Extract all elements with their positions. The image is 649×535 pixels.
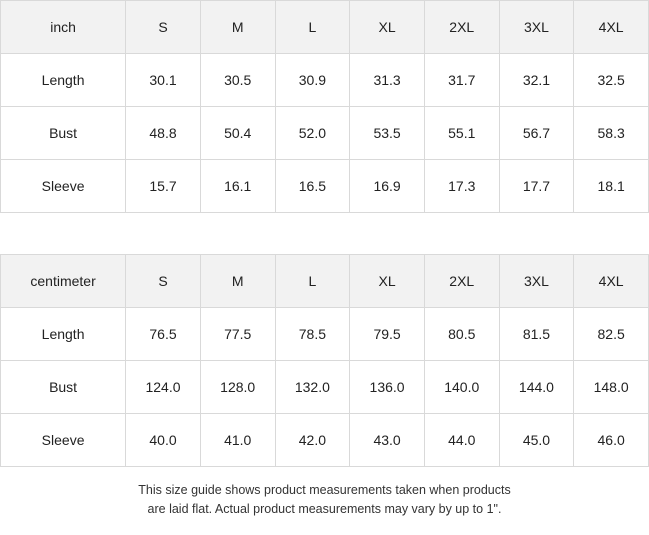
unit-label-centimeter: centimeter (1, 255, 126, 308)
size-header-2xl: 2XL (424, 1, 499, 54)
table-header-row (1, 1, 649, 54)
footnote-line-1: This size guide shows product measurements taken when products (138, 483, 511, 497)
cell-length-4xl: 32.5 (574, 54, 649, 107)
cell-bust-4xl: 148.0 (574, 361, 649, 414)
size-header-3xl: 3XL (499, 1, 574, 54)
cell-length-m: 30.5 (200, 54, 275, 107)
cell-sleeve-s: 40.0 (126, 414, 201, 467)
size-header-l: L (275, 255, 350, 308)
size-header-s: S (126, 255, 201, 308)
footnote-line-2: are laid flat. Actual product measurements may vary by up to 1". (147, 502, 502, 517)
table-header-row (1, 255, 649, 308)
size-header-xl: XL (350, 255, 425, 308)
cell-length-2xl: 31.7 (424, 54, 499, 107)
size-header-xl: XL (350, 1, 425, 54)
size-header-m: M (200, 1, 275, 54)
cell-sleeve-3xl: 45.0 (499, 414, 574, 467)
table-row (1, 107, 649, 160)
cell-sleeve-l: 42.0 (275, 414, 350, 467)
cell-bust-3xl: 144.0 (499, 361, 574, 414)
size-header-2xl: 2XL (424, 255, 499, 308)
table-row (1, 160, 649, 213)
size-header-m: M (200, 255, 275, 308)
cell-length-s: 30.1 (126, 54, 201, 107)
cell-length-s: 76.5 (126, 308, 201, 361)
cell-length-4xl: 82.5 (574, 308, 649, 361)
cell-length-m: 77.5 (200, 308, 275, 361)
row-label-bust: Bust (1, 361, 126, 414)
size-header-4xl: 4XL (574, 1, 649, 54)
table-row (1, 308, 649, 361)
cell-bust-2xl: 140.0 (424, 361, 499, 414)
size-header-4xl: 4XL (574, 255, 649, 308)
cell-length-l: 78.5 (275, 308, 350, 361)
size-table-inch (0, 0, 649, 213)
cell-bust-s: 124.0 (126, 361, 201, 414)
cell-sleeve-3xl: 17.7 (499, 160, 574, 213)
table-separator (0, 213, 649, 254)
table-row (1, 414, 649, 467)
cell-sleeve-4xl: 18.1 (574, 160, 649, 213)
cell-bust-l: 132.0 (275, 361, 350, 414)
size-header-3xl: 3XL (499, 255, 574, 308)
cell-sleeve-m: 41.0 (200, 414, 275, 467)
row-label-sleeve: Sleeve (1, 160, 126, 213)
row-label-sleeve: Sleeve (1, 414, 126, 467)
cell-sleeve-2xl: 17.3 (424, 160, 499, 213)
size-table-centimeter (0, 254, 649, 467)
cell-length-l: 30.9 (275, 54, 350, 107)
cell-sleeve-2xl: 44.0 (424, 414, 499, 467)
size-guide-footnote (0, 467, 649, 520)
cell-sleeve-l: 16.5 (275, 160, 350, 213)
table-row (1, 361, 649, 414)
cell-length-3xl: 32.1 (499, 54, 574, 107)
cell-bust-s: 48.8 (126, 107, 201, 160)
row-label-length: Length (1, 308, 126, 361)
cell-sleeve-s: 15.7 (126, 160, 201, 213)
row-label-bust: Bust (1, 107, 126, 160)
cell-length-2xl: 80.5 (424, 308, 499, 361)
table-row (1, 54, 649, 107)
cell-bust-4xl: 58.3 (574, 107, 649, 160)
cell-length-xl: 79.5 (350, 308, 425, 361)
cell-sleeve-4xl: 46.0 (574, 414, 649, 467)
unit-label-inch: inch (1, 1, 126, 54)
cell-length-xl: 31.3 (350, 54, 425, 107)
cell-sleeve-m: 16.1 (200, 160, 275, 213)
cell-length-3xl: 81.5 (499, 308, 574, 361)
cell-bust-xl: 136.0 (350, 361, 425, 414)
cell-bust-2xl: 55.1 (424, 107, 499, 160)
cell-bust-l: 52.0 (275, 107, 350, 160)
cell-bust-xl: 53.5 (350, 107, 425, 160)
cell-bust-m: 50.4 (200, 107, 275, 160)
size-header-l: L (275, 1, 350, 54)
cell-sleeve-xl: 16.9 (350, 160, 425, 213)
cell-bust-3xl: 56.7 (499, 107, 574, 160)
size-header-s: S (126, 1, 201, 54)
cell-sleeve-xl: 43.0 (350, 414, 425, 467)
cell-bust-m: 128.0 (200, 361, 275, 414)
row-label-length: Length (1, 54, 126, 107)
